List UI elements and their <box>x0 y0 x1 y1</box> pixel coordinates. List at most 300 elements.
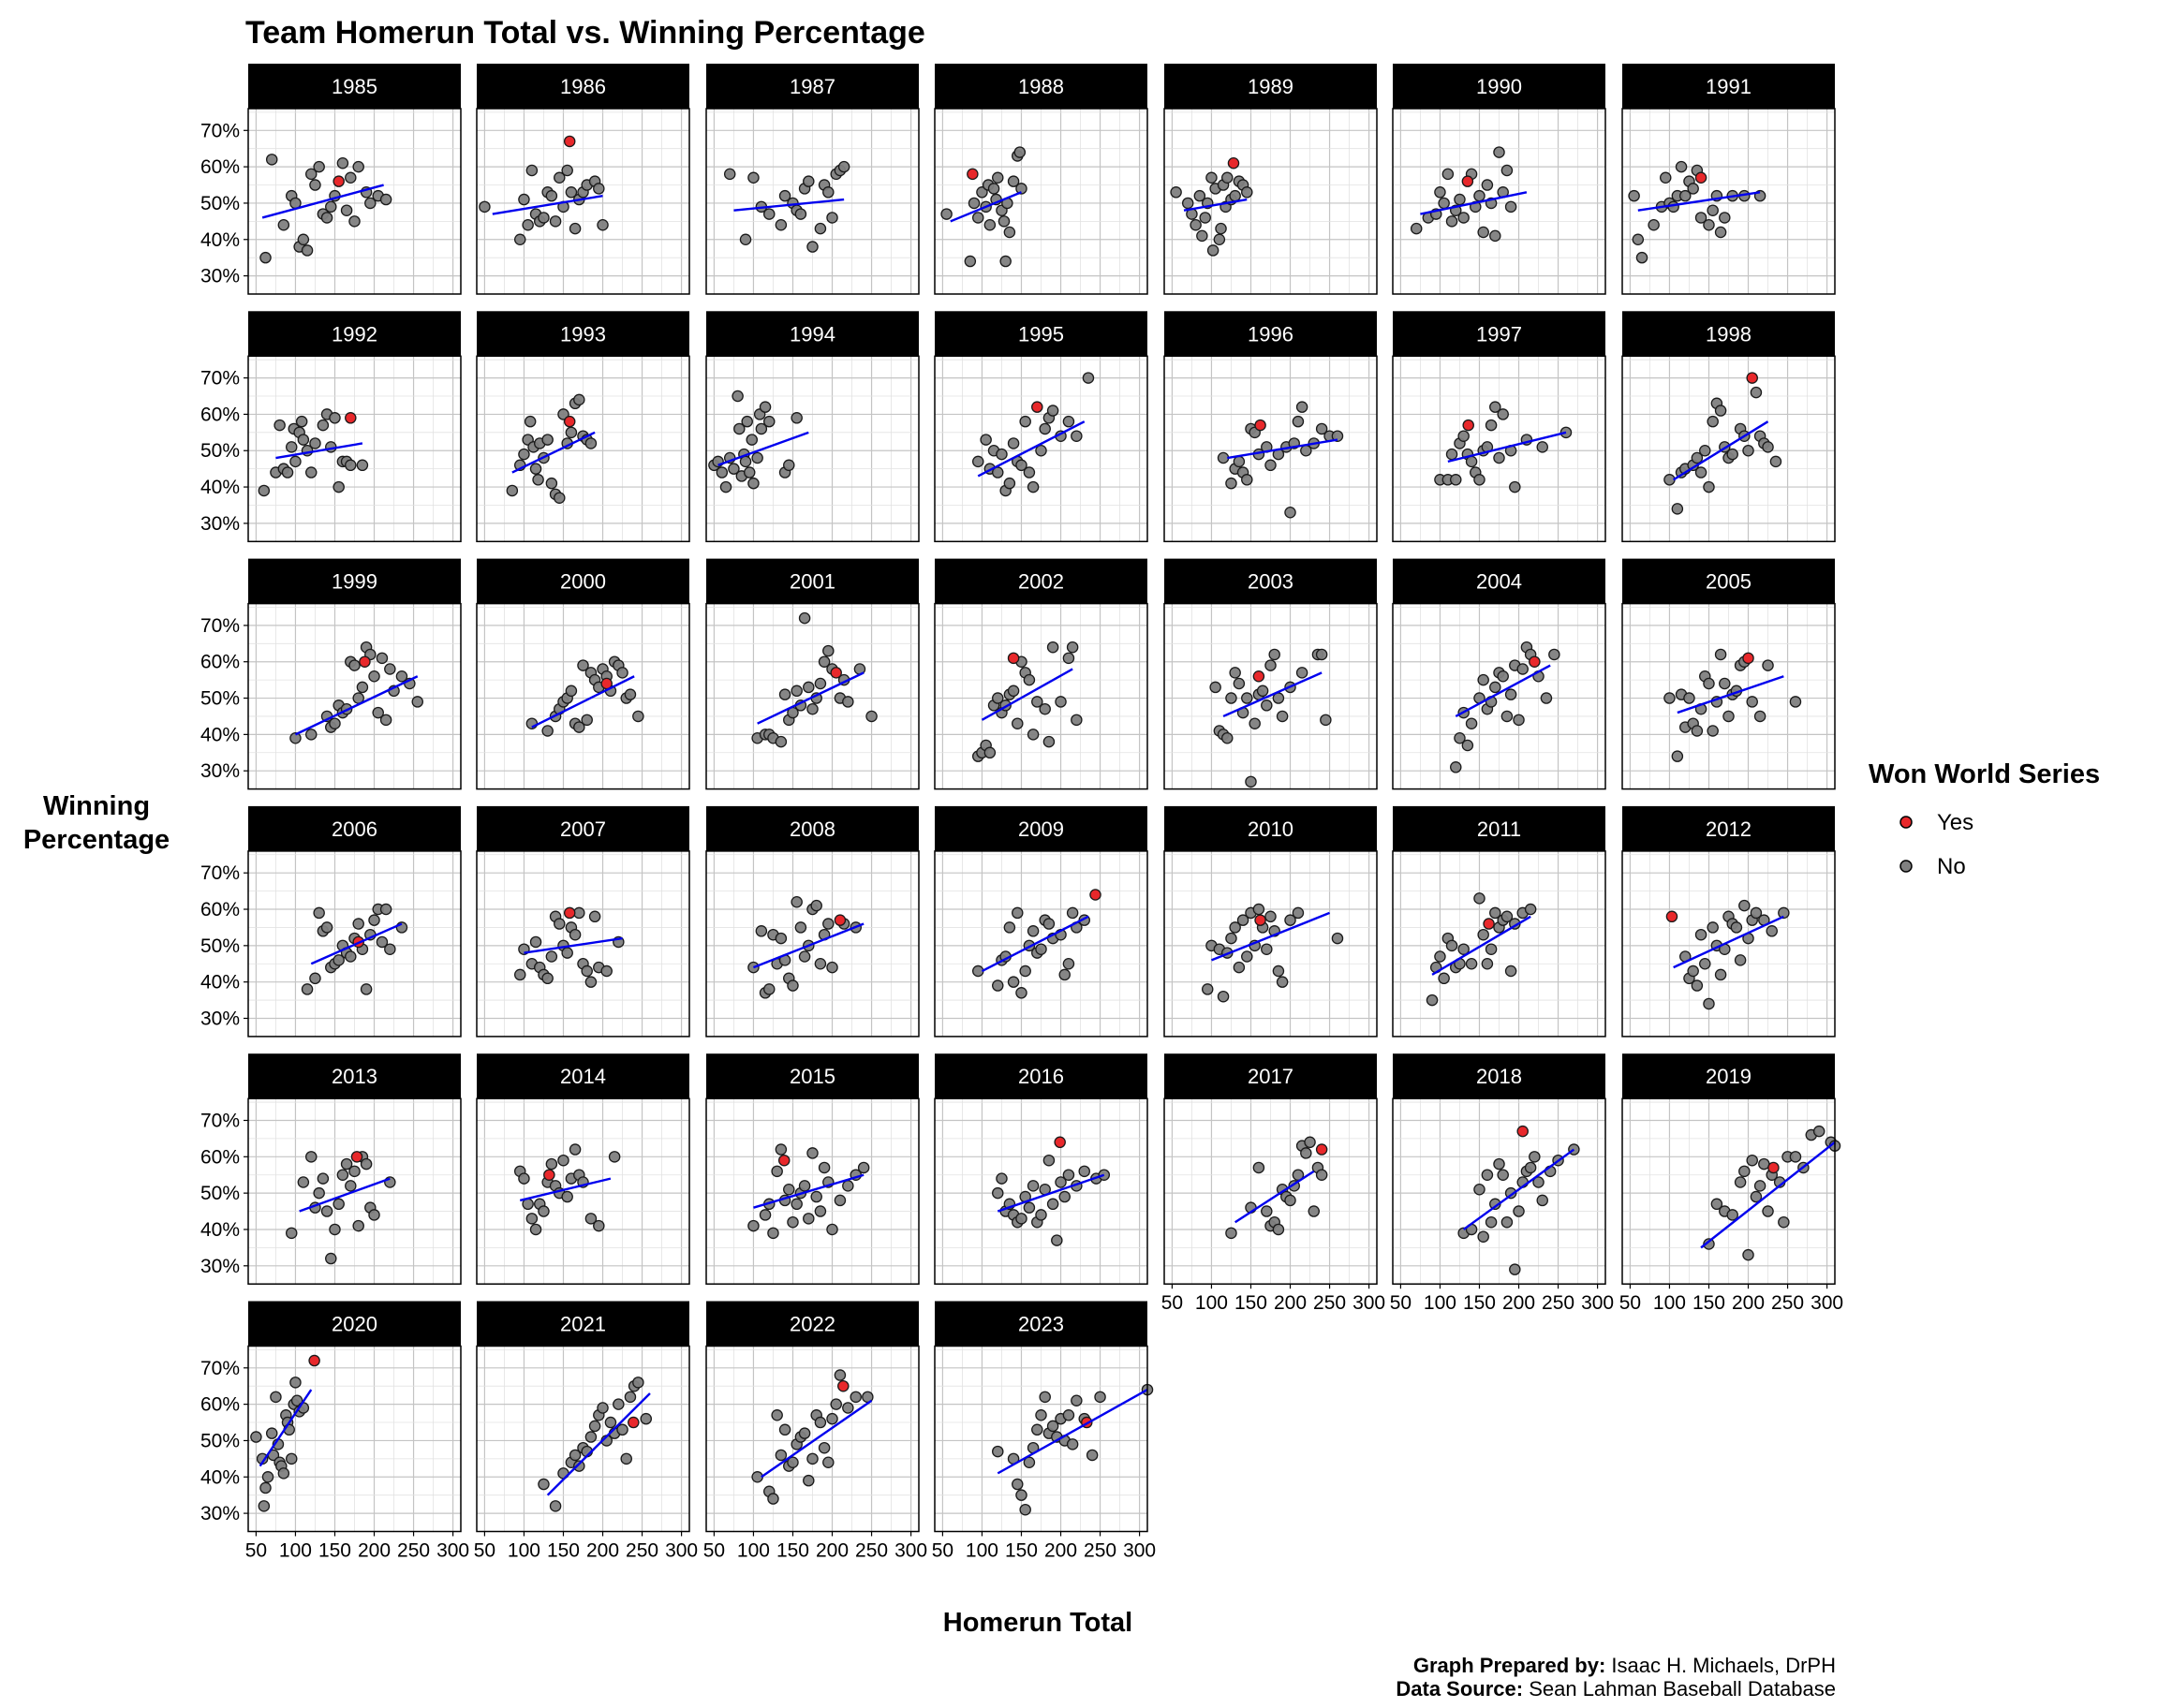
champion-point <box>1255 420 1265 430</box>
data-point <box>764 209 775 219</box>
champion-point <box>1462 176 1472 186</box>
data-point <box>1478 675 1488 685</box>
data-point <box>788 1217 798 1228</box>
data-point <box>795 209 806 219</box>
data-point <box>843 697 853 707</box>
facet-2011 <box>1393 806 1605 1037</box>
data-point <box>302 984 312 994</box>
data-point <box>1265 911 1276 921</box>
data-point <box>1226 479 1236 489</box>
data-point <box>362 984 372 994</box>
data-point <box>973 213 983 223</box>
data-point <box>333 1199 344 1209</box>
data-point <box>1482 1170 1492 1180</box>
data-point <box>1770 456 1781 466</box>
y-axis-title-line-1: Winning <box>42 791 151 821</box>
data-point <box>1293 907 1303 918</box>
data-point <box>984 220 995 230</box>
data-point <box>353 1220 363 1230</box>
data-point <box>1747 1156 1757 1166</box>
data-point <box>346 172 356 183</box>
champion-point <box>628 1417 639 1427</box>
data-point <box>542 434 553 445</box>
data-point <box>1208 245 1219 256</box>
data-point <box>1305 1137 1315 1147</box>
champion-point <box>779 1156 790 1166</box>
data-point <box>1027 729 1038 740</box>
data-point <box>1024 1202 1034 1213</box>
facet-strip-label: 2000 <box>560 569 606 594</box>
data-point <box>1072 714 1082 725</box>
data-point <box>1485 944 1496 954</box>
data-point <box>617 668 628 678</box>
facet-strip-label: 2023 <box>1018 1312 1064 1336</box>
data-point <box>827 963 837 973</box>
data-point <box>859 1162 869 1172</box>
data-point <box>287 1453 297 1464</box>
data-point <box>1530 1152 1540 1162</box>
data-point <box>1517 664 1528 674</box>
data-point <box>515 234 525 244</box>
facet-2017 <box>1161 1053 1385 1314</box>
data-point <box>333 481 344 492</box>
data-point <box>310 438 320 449</box>
champion-point <box>1255 915 1265 925</box>
data-point <box>784 1185 794 1195</box>
facet-strip-label: 2017 <box>1248 1065 1293 1089</box>
data-point <box>1715 227 1725 237</box>
champion-point <box>1517 1126 1528 1137</box>
data-point <box>791 413 802 423</box>
x-tick-label: 50 <box>702 1539 726 1562</box>
facet-strip-label: 2004 <box>1476 569 1522 594</box>
data-point <box>1707 417 1718 427</box>
facet-1988 <box>935 64 1147 294</box>
data-point <box>1704 998 1714 1009</box>
data-point <box>519 194 529 204</box>
data-point <box>550 1501 560 1511</box>
x-tick-label: 250 <box>1542 1292 1575 1315</box>
data-point <box>1008 977 1018 987</box>
data-point <box>1766 926 1777 936</box>
facet-2004 <box>1393 559 1605 789</box>
data-point <box>1063 653 1073 663</box>
data-point <box>1629 191 1639 201</box>
data-point <box>791 685 802 696</box>
data-point <box>346 951 356 962</box>
data-point <box>811 1191 821 1201</box>
data-point <box>1278 711 1288 721</box>
y-tick-label: 70% <box>200 120 240 142</box>
legend-label-no: No <box>1937 854 1966 879</box>
data-point <box>965 256 975 266</box>
data-point <box>251 1432 261 1442</box>
x-tick-label: 200 <box>1501 1292 1536 1315</box>
data-point <box>1012 718 1023 729</box>
champion-point <box>333 176 344 186</box>
data-point <box>298 234 308 244</box>
data-point <box>1257 685 1267 696</box>
x-tick-label: 50 <box>1618 1292 1642 1315</box>
y-tick-label: 50% <box>200 440 240 463</box>
data-point <box>1246 776 1256 787</box>
y-tick-label: 40% <box>200 1218 240 1241</box>
x-tick-label: 150 <box>1004 1539 1039 1562</box>
data-point <box>1234 963 1244 973</box>
data-point <box>1024 467 1034 478</box>
data-point <box>804 1214 814 1224</box>
data-point <box>585 438 596 449</box>
data-point <box>1273 1224 1283 1234</box>
facet-strip-label: 1998 <box>1706 322 1752 346</box>
data-point <box>362 1158 372 1169</box>
data-point <box>1490 230 1500 241</box>
data-point <box>1501 1217 1512 1228</box>
champion-point <box>1747 373 1757 383</box>
champion-point <box>565 417 575 427</box>
x-tick-label: 250 <box>1313 1292 1347 1315</box>
data-point <box>539 1206 549 1216</box>
data-point <box>1171 187 1181 198</box>
x-tick-label: 50 <box>244 1539 268 1562</box>
x-tick-label: 200 <box>815 1539 850 1562</box>
data-point <box>993 1188 1003 1199</box>
y-tick-label: 60% <box>200 156 240 179</box>
facet-1996 <box>1164 311 1377 541</box>
facet-strip-label: 2009 <box>1018 817 1064 841</box>
x-tick-label: 200 <box>585 1539 620 1562</box>
data-point <box>1506 965 1516 976</box>
facet-2023 <box>932 1302 1156 1562</box>
data-point <box>760 1210 770 1220</box>
x-tick-label: 200 <box>1043 1539 1078 1562</box>
facet-2013 <box>200 1053 461 1284</box>
data-point <box>1230 191 1240 201</box>
data-point <box>385 664 395 674</box>
data-point <box>725 169 735 179</box>
data-point <box>1004 922 1014 933</box>
data-point <box>353 162 363 172</box>
facet-strip-label: 1988 <box>1018 75 1064 98</box>
y-tick-label: 40% <box>200 724 240 746</box>
facet-strip-label: 2005 <box>1706 569 1752 594</box>
data-point <box>569 930 580 940</box>
data-point <box>1222 172 1233 183</box>
data-point <box>1707 726 1718 736</box>
facet-strip-label: 1999 <box>332 569 377 594</box>
data-point <box>1008 438 1018 449</box>
champion-point <box>351 1152 362 1162</box>
facet-panels <box>200 64 1843 1562</box>
data-point <box>1485 1217 1496 1228</box>
data-point <box>357 460 367 470</box>
facet-1998 <box>1622 311 1835 541</box>
data-point <box>1012 907 1023 918</box>
facet-2020 <box>200 1302 469 1562</box>
data-point <box>1526 1162 1536 1172</box>
data-point <box>713 456 723 466</box>
facet-1999 <box>200 559 461 789</box>
champion-point <box>565 136 575 146</box>
data-point <box>546 1158 556 1169</box>
data-point <box>981 434 991 445</box>
data-point <box>1707 205 1718 215</box>
legend-title: Won World Series <box>1869 759 2101 789</box>
x-tick-label: 150 <box>1234 1292 1268 1315</box>
data-point <box>1014 147 1025 157</box>
facet-strip-label: 1995 <box>1018 322 1064 346</box>
data-point <box>815 1417 825 1427</box>
data-point <box>550 216 560 227</box>
facet-2002 <box>935 559 1147 789</box>
data-point <box>748 479 759 489</box>
x-tick-label: 50 <box>1389 1292 1412 1315</box>
data-point <box>590 1421 600 1431</box>
data-point <box>1435 951 1445 962</box>
data-point <box>776 1144 786 1155</box>
data-point <box>1672 751 1682 761</box>
data-point <box>1451 475 1461 485</box>
data-point <box>776 933 786 943</box>
data-point <box>1498 409 1508 420</box>
data-point <box>752 452 762 463</box>
data-point <box>1206 172 1217 183</box>
champion-point <box>346 413 356 423</box>
data-point <box>1514 1206 1524 1216</box>
data-point <box>330 718 340 729</box>
facet-1989 <box>1164 64 1377 294</box>
facet-strip-label: 2015 <box>790 1065 835 1089</box>
x-tick-label: 300 <box>665 1539 699 1562</box>
data-point <box>807 704 818 714</box>
data-point <box>1736 955 1746 965</box>
facet-2019 <box>1619 1053 1843 1314</box>
data-point <box>807 1453 818 1464</box>
data-point <box>274 420 285 430</box>
champion-point <box>565 907 575 918</box>
data-point <box>306 729 317 740</box>
data-point <box>807 242 818 252</box>
data-point <box>820 1162 830 1172</box>
data-point <box>525 417 536 427</box>
data-point <box>795 922 806 933</box>
data-point <box>1036 446 1046 456</box>
x-tick-label: 100 <box>1423 1292 1456 1315</box>
data-point <box>562 948 572 958</box>
data-point <box>262 1472 273 1482</box>
x-tick-label: 150 <box>318 1539 352 1562</box>
data-point <box>1262 700 1272 711</box>
data-point <box>1455 194 1465 204</box>
data-point <box>1301 1148 1311 1158</box>
data-point <box>839 162 850 172</box>
data-point <box>1214 234 1224 244</box>
data-point <box>1068 1439 1078 1450</box>
data-point <box>1269 649 1279 659</box>
data-point <box>1779 1217 1789 1228</box>
facet-2000 <box>477 559 689 789</box>
data-point <box>1498 1170 1508 1180</box>
data-point <box>554 493 565 503</box>
data-point <box>598 1403 608 1413</box>
facet-strip-label: 1997 <box>1476 322 1522 346</box>
facet-strip-label: 1985 <box>332 75 377 98</box>
facet-2009 <box>935 806 1147 1037</box>
facet-strip-label: 2002 <box>1018 569 1064 594</box>
facet-strip-label: 1990 <box>1476 75 1522 98</box>
data-point <box>835 1195 845 1205</box>
caption-data-source-label: Data Source: <box>1396 1677 1524 1701</box>
data-point <box>1285 508 1295 518</box>
data-point <box>533 475 543 485</box>
data-point <box>968 198 979 208</box>
data-point <box>1501 165 1512 175</box>
data-point <box>732 390 743 401</box>
data-point <box>546 479 556 489</box>
data-point <box>1498 671 1508 682</box>
data-point <box>1012 1479 1023 1489</box>
data-point <box>1474 1185 1485 1195</box>
data-point <box>815 224 825 234</box>
y-axis-title <box>23 791 170 855</box>
y-tick-label: 60% <box>200 1146 240 1169</box>
y-tick-label: 30% <box>200 1503 240 1525</box>
champion-point <box>1743 653 1753 663</box>
data-point <box>1715 649 1725 659</box>
facet-1986 <box>477 64 689 294</box>
data-point <box>1700 959 1710 969</box>
data-point <box>815 1206 825 1216</box>
facet-2006 <box>200 806 461 1037</box>
facet-1993 <box>477 311 689 541</box>
facet-strip-label: 1987 <box>790 75 835 98</box>
data-point <box>1814 1126 1825 1137</box>
data-point <box>349 660 360 670</box>
x-tick-label: 200 <box>1273 1292 1308 1315</box>
data-point <box>811 901 821 911</box>
data-point <box>369 915 379 925</box>
data-point <box>1063 1170 1073 1180</box>
data-point <box>746 434 757 445</box>
facet-strip-label: 1989 <box>1248 75 1293 98</box>
x-tick-label: 100 <box>507 1539 540 1562</box>
data-point <box>776 1450 786 1460</box>
data-point <box>530 1224 540 1234</box>
facet-2018 <box>1390 1053 1614 1314</box>
data-point <box>1308 1206 1319 1216</box>
facet-strip-label: 1994 <box>790 322 835 346</box>
data-point <box>613 1399 624 1409</box>
data-point <box>546 191 556 201</box>
data-point <box>772 1166 782 1176</box>
data-point <box>314 907 324 918</box>
caption-data-source-value: Sean Lahman Baseball Database <box>1523 1677 1836 1701</box>
facet-strip-label: 2010 <box>1248 817 1293 841</box>
y-tick-label: 70% <box>200 367 240 390</box>
champion-point <box>544 1170 554 1180</box>
data-point <box>1478 930 1488 940</box>
facet-1994 <box>706 311 919 541</box>
facet-2007 <box>477 806 689 1037</box>
champion-point <box>1090 890 1101 900</box>
facet-strip-label: 2001 <box>790 569 835 594</box>
data-point <box>1688 965 1698 976</box>
x-tick-label: 150 <box>546 1539 581 1562</box>
data-point <box>827 1224 837 1234</box>
x-tick-label: 100 <box>278 1539 312 1562</box>
chart-title: Team Homerun Total vs. Winning Percentage <box>245 15 925 51</box>
data-point <box>1216 224 1226 234</box>
data-point <box>1253 1162 1264 1172</box>
data-point <box>523 220 533 230</box>
data-point <box>1501 711 1512 721</box>
data-point <box>1743 1250 1753 1260</box>
data-point <box>1688 184 1698 194</box>
data-point <box>574 394 584 405</box>
x-tick-label: 100 <box>1194 1292 1228 1315</box>
y-tick-label: 40% <box>200 971 240 994</box>
data-point <box>720 481 731 492</box>
data-point <box>625 689 635 699</box>
data-point <box>1661 172 1671 183</box>
data-point <box>297 417 307 427</box>
data-point <box>1016 1490 1027 1500</box>
data-point <box>1763 1206 1773 1216</box>
data-point <box>1707 922 1718 933</box>
facet-2010 <box>1164 806 1377 1037</box>
facet-2021 <box>474 1302 698 1562</box>
data-point <box>1020 417 1030 427</box>
data-point <box>740 456 750 466</box>
legend <box>1869 759 2100 879</box>
data-point <box>519 449 529 460</box>
data-point <box>993 1446 1003 1456</box>
data-point <box>357 682 367 692</box>
data-point <box>558 1156 569 1166</box>
y-tick-label: 30% <box>200 760 240 783</box>
facet-1987 <box>706 64 919 294</box>
data-point <box>369 1210 379 1220</box>
data-point <box>748 1220 759 1230</box>
facet-strip-label: 2012 <box>1706 817 1752 841</box>
data-point <box>1648 220 1659 230</box>
data-point <box>582 965 592 976</box>
facet-strip-label: 1991 <box>1706 75 1752 98</box>
facet-strip-label: 1986 <box>560 75 606 98</box>
data-point <box>287 442 297 452</box>
data-point <box>823 919 834 929</box>
data-point <box>337 1170 347 1180</box>
champion-point <box>1253 671 1264 682</box>
data-point <box>1704 220 1714 230</box>
data-point <box>1790 1152 1800 1162</box>
data-point <box>605 1417 615 1427</box>
data-point <box>1226 1228 1236 1238</box>
data-point <box>1040 1391 1050 1402</box>
data-point <box>760 402 770 412</box>
data-point <box>1004 479 1014 489</box>
data-point <box>1672 504 1682 514</box>
data-point <box>1426 994 1437 1005</box>
data-point <box>791 1199 802 1209</box>
data-point <box>1485 420 1496 430</box>
x-tick-label: 50 <box>931 1539 954 1562</box>
data-point <box>530 464 540 474</box>
data-point <box>569 1144 580 1155</box>
data-point <box>1242 693 1252 703</box>
data-point <box>1474 191 1485 201</box>
x-tick-label: 200 <box>1731 1292 1766 1315</box>
